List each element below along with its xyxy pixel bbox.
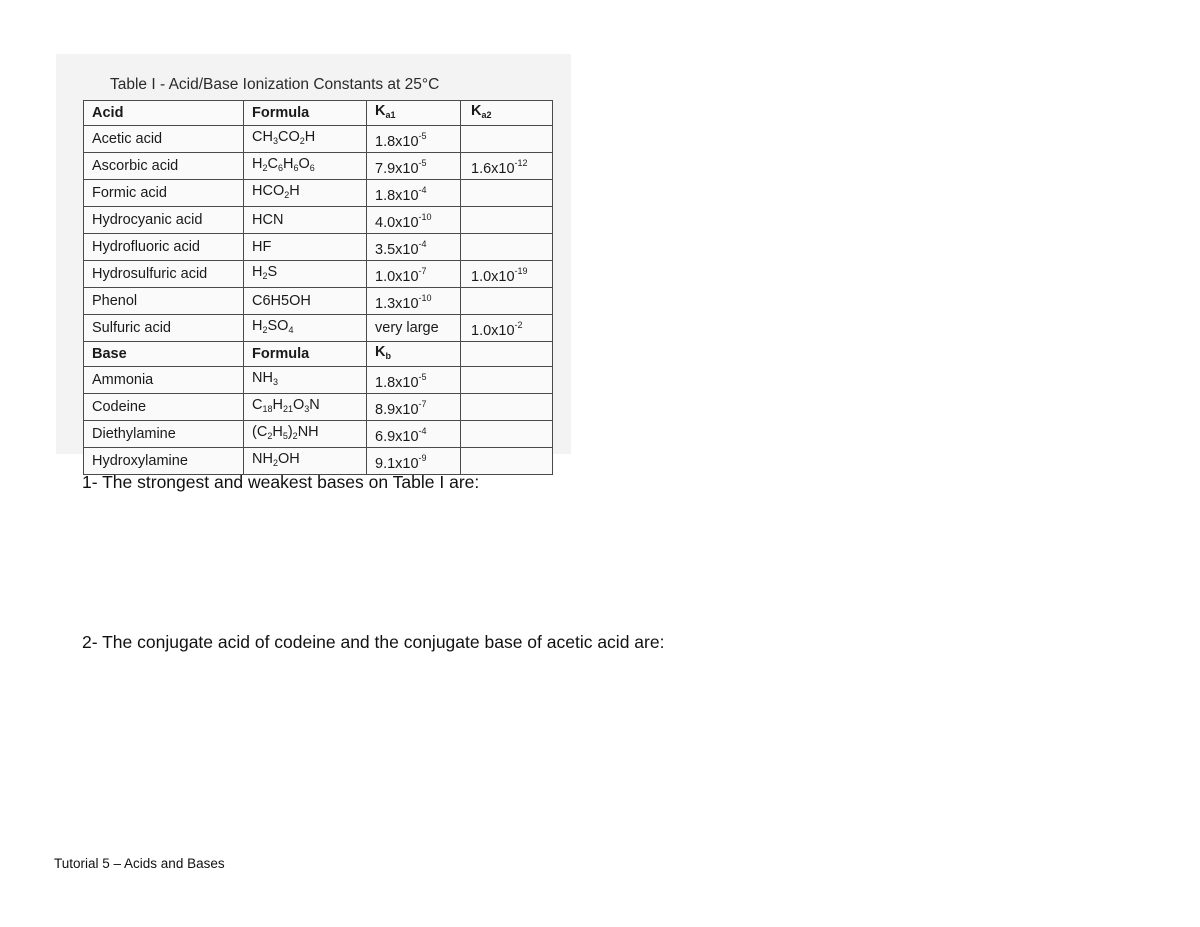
formula-cell: Formula: [244, 101, 367, 126]
formula-cell: $H_2S$: [244, 261, 367, 288]
k2-cell: [461, 288, 553, 315]
k2-cell: $1.0x10^{-2}$: [461, 315, 553, 342]
ionization-constants-table: [83, 100, 553, 475]
name-cell: Acid: [84, 101, 244, 126]
k1-cell: $1.8x10^{-4}$: [367, 180, 461, 207]
base-row: [84, 394, 553, 421]
acid-row: [84, 234, 553, 261]
k1-cell: $4.0x10^{-10}$: [367, 207, 461, 234]
page-footer: Tutorial 5 – Acids and Bases: [54, 856, 225, 871]
base-row: [84, 367, 553, 394]
k2-cell: [461, 342, 553, 367]
k2-cell: [461, 394, 553, 421]
name-cell: Ammonia: [84, 367, 244, 394]
formula-cell: Formula: [244, 342, 367, 367]
k2-cell: [461, 421, 553, 448]
formula-cell: HCN: [244, 207, 367, 234]
acid-row: [84, 261, 553, 288]
k2-cell: $1.6x10^{-12}$: [461, 153, 553, 180]
base-header-row: [84, 342, 553, 367]
formula-cell: $NH_2OH$: [244, 448, 367, 475]
k1-cell: $7.9x10^{-5}$: [367, 153, 461, 180]
formula-cell: $H_2SO_4$: [244, 315, 367, 342]
name-cell: Hydrofluoric acid: [84, 234, 244, 261]
base-row: [84, 448, 553, 475]
acid-row: [84, 126, 553, 153]
acid-row: [84, 315, 553, 342]
k1-cell: $8.9x10^{-7}$: [367, 394, 461, 421]
k1-cell: $3.5x10^{-4}$: [367, 234, 461, 261]
acid-row: [84, 207, 553, 234]
k1-cell: $1.8x10^{-5}$: [367, 367, 461, 394]
acid-row: [84, 180, 553, 207]
formula-cell: $NH_3$: [244, 367, 367, 394]
name-cell: Ascorbic acid: [84, 153, 244, 180]
k1-cell: $9.1x10^{-9}$: [367, 448, 461, 475]
acid-row: [84, 288, 553, 315]
name-cell: Hydrocyanic acid: [84, 207, 244, 234]
k2-cell: [461, 126, 553, 153]
k1-cell: $6.9x10^{-4}$: [367, 421, 461, 448]
formula-cell: $CH_3CO_2H$: [244, 126, 367, 153]
name-cell: Sulfuric acid: [84, 315, 244, 342]
k1-cell: very large: [367, 315, 461, 342]
name-cell: Codeine: [84, 394, 244, 421]
formula-cell: $HCO_2H$: [244, 180, 367, 207]
name-cell: Diethylamine: [84, 421, 244, 448]
formula-cell: $C_{18}H_{21}O_3N$: [244, 394, 367, 421]
name-cell: Acetic acid: [84, 126, 244, 153]
k1-cell: $K_{a1}$: [367, 101, 461, 126]
formula-cell: C6H5OH: [244, 288, 367, 315]
k1-cell: $1.8x10^{-5}$: [367, 126, 461, 153]
acid-header-row: [84, 101, 553, 126]
name-cell: Hydrosulfuric acid: [84, 261, 244, 288]
base-row: [84, 421, 553, 448]
k2-cell: [461, 234, 553, 261]
k1-cell: $1.3x10^{-10}$: [367, 288, 461, 315]
acid-row: [84, 153, 553, 180]
k1-cell: $K_b$: [367, 342, 461, 367]
k1-cell: $1.0x10^{-7}$: [367, 261, 461, 288]
name-cell: Formic acid: [84, 180, 244, 207]
k2-cell: [461, 207, 553, 234]
table-title: Table I - Acid/Base Ionization Constants at 25°C: [110, 76, 440, 93]
name-cell: Phenol: [84, 288, 244, 315]
question-2: 2- The conjugate acid of codeine and the conjugate base of acetic acid are:: [82, 632, 665, 652]
k2-cell: [461, 180, 553, 207]
k2-cell: [461, 367, 553, 394]
k2-cell: [461, 448, 553, 475]
name-cell: Base: [84, 342, 244, 367]
k2-cell: $1.0x10^{-19}$: [461, 261, 553, 288]
formula-cell: $(C_2H_5)_2NH$: [244, 421, 367, 448]
name-cell: Hydroxylamine: [84, 448, 244, 475]
question-1: 1- The strongest and weakest bases on Table I are:: [82, 472, 480, 492]
k2-cell: $K_{a2}$: [461, 101, 553, 126]
formula-cell: $H_2C_6H_6O_6$: [244, 153, 367, 180]
formula-cell: HF: [244, 234, 367, 261]
